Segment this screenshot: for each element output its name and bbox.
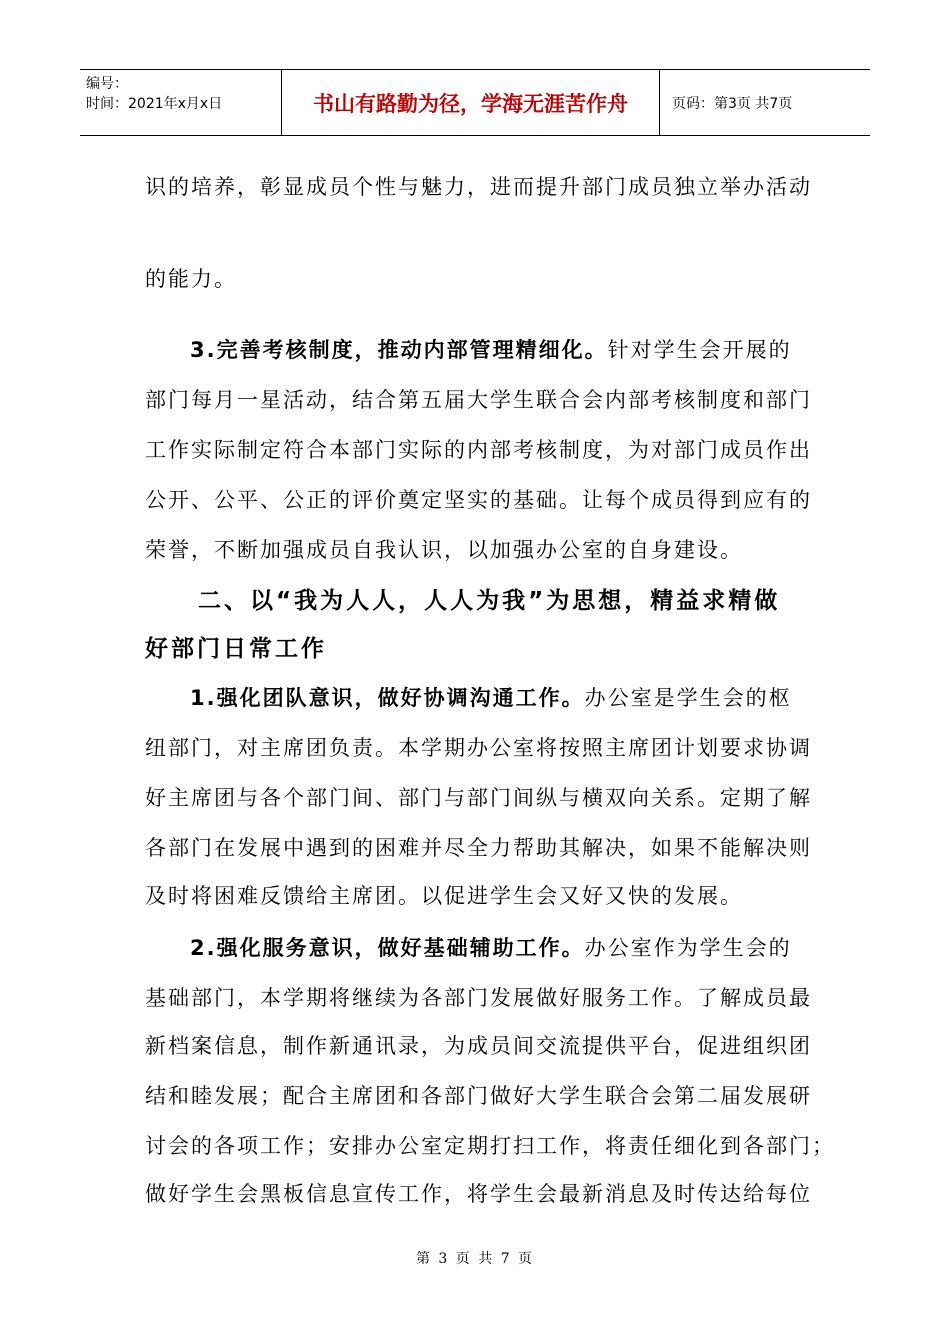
header-motto: 书山有路勤为径，学海无涯苦作舟 [282,70,660,135]
document-header [80,69,870,136]
paragraph-line: 公开、公平、公正的评价奠定坚实的基础。让每个成员得到应有的 [145,488,812,512]
paragraph-line: 纽部门，对主席团负责。本学期办公室将按照主席团计划要求协调 [145,736,812,760]
paragraph-line: 2.强化服务意识，做好基础辅助工作。办公室作为学生会的 [190,936,792,960]
paragraph-line: 基础部门，本学期将继续为各部门发展做好服务工作。了解成员最 [145,986,812,1010]
header-page-label: 页码：第3页 共7页 [672,95,793,112]
paragraph-line: 部门每月一星活动，结合第五届大学生联合会内部考核制度和部门 [145,388,812,412]
paragraph-line: 讨会的各项工作；安排办公室定期打扫工作，将责任细化到各部门； [145,1134,835,1158]
paragraph-line: 好主席团与各个部门间、部门与部门间纵与横双向关系。定期了解 [145,786,812,810]
paragraph-line: 1.强化团队意识，做好协调沟通工作。办公室是学生会的枢 [190,686,792,710]
page-footer: 第 3 页 共 7 页 [415,1251,535,1267]
paragraph-line: 及时将困难反馈给主席团。以促进学生会又好又快的发展。 [145,884,743,908]
paragraph-line: 结和睦发展；配合主席团和各部门做好大学生联合会第二届发展研 [145,1084,812,1108]
paragraph-line: 识的培养，彰显成员个性与魅力，进而提升部门成员独立举办活动 [145,175,812,199]
section-heading: 二、以“我为人人，人人为我”为思想，精益求精做 [198,588,781,614]
paragraph-line: 新档案信息，制作新通讯录，为成员间交流提供平台，促进组织团 [145,1034,812,1058]
time-label: 时间：2021年x月x日 [86,96,223,112]
number-label: 编号： [86,76,128,92]
header-meta [80,70,282,135]
subheading: 1.强化团队意识，做好协调沟通工作。 [190,686,585,710]
section-heading: 好部门日常工作 [145,636,327,662]
paragraph-line: 3.完善考核制度，推动内部管理精细化。针对学生会开展的 [190,338,792,362]
paragraph-line: 的能力。 [145,267,237,291]
paragraph-line: 各部门在发展中遇到的困难并尽全力帮助其解决，如果不能解决则 [145,836,812,860]
subheading: 3.完善考核制度，推动内部管理精细化。 [190,338,608,362]
paragraph-line: 工作实际制定符合本部门实际的内部考核制度，为对部门成员作出 [145,438,812,462]
paragraph-line: 做好学生会黑板信息宣传工作，将学生会最新消息及时传达给每位 [145,1182,812,1206]
paragraph-line: 荣誉，不断加强成员自我认识，以加强办公室的自身建设。 [145,538,743,562]
subheading: 2.强化服务意识，做好基础辅助工作。 [190,936,585,960]
